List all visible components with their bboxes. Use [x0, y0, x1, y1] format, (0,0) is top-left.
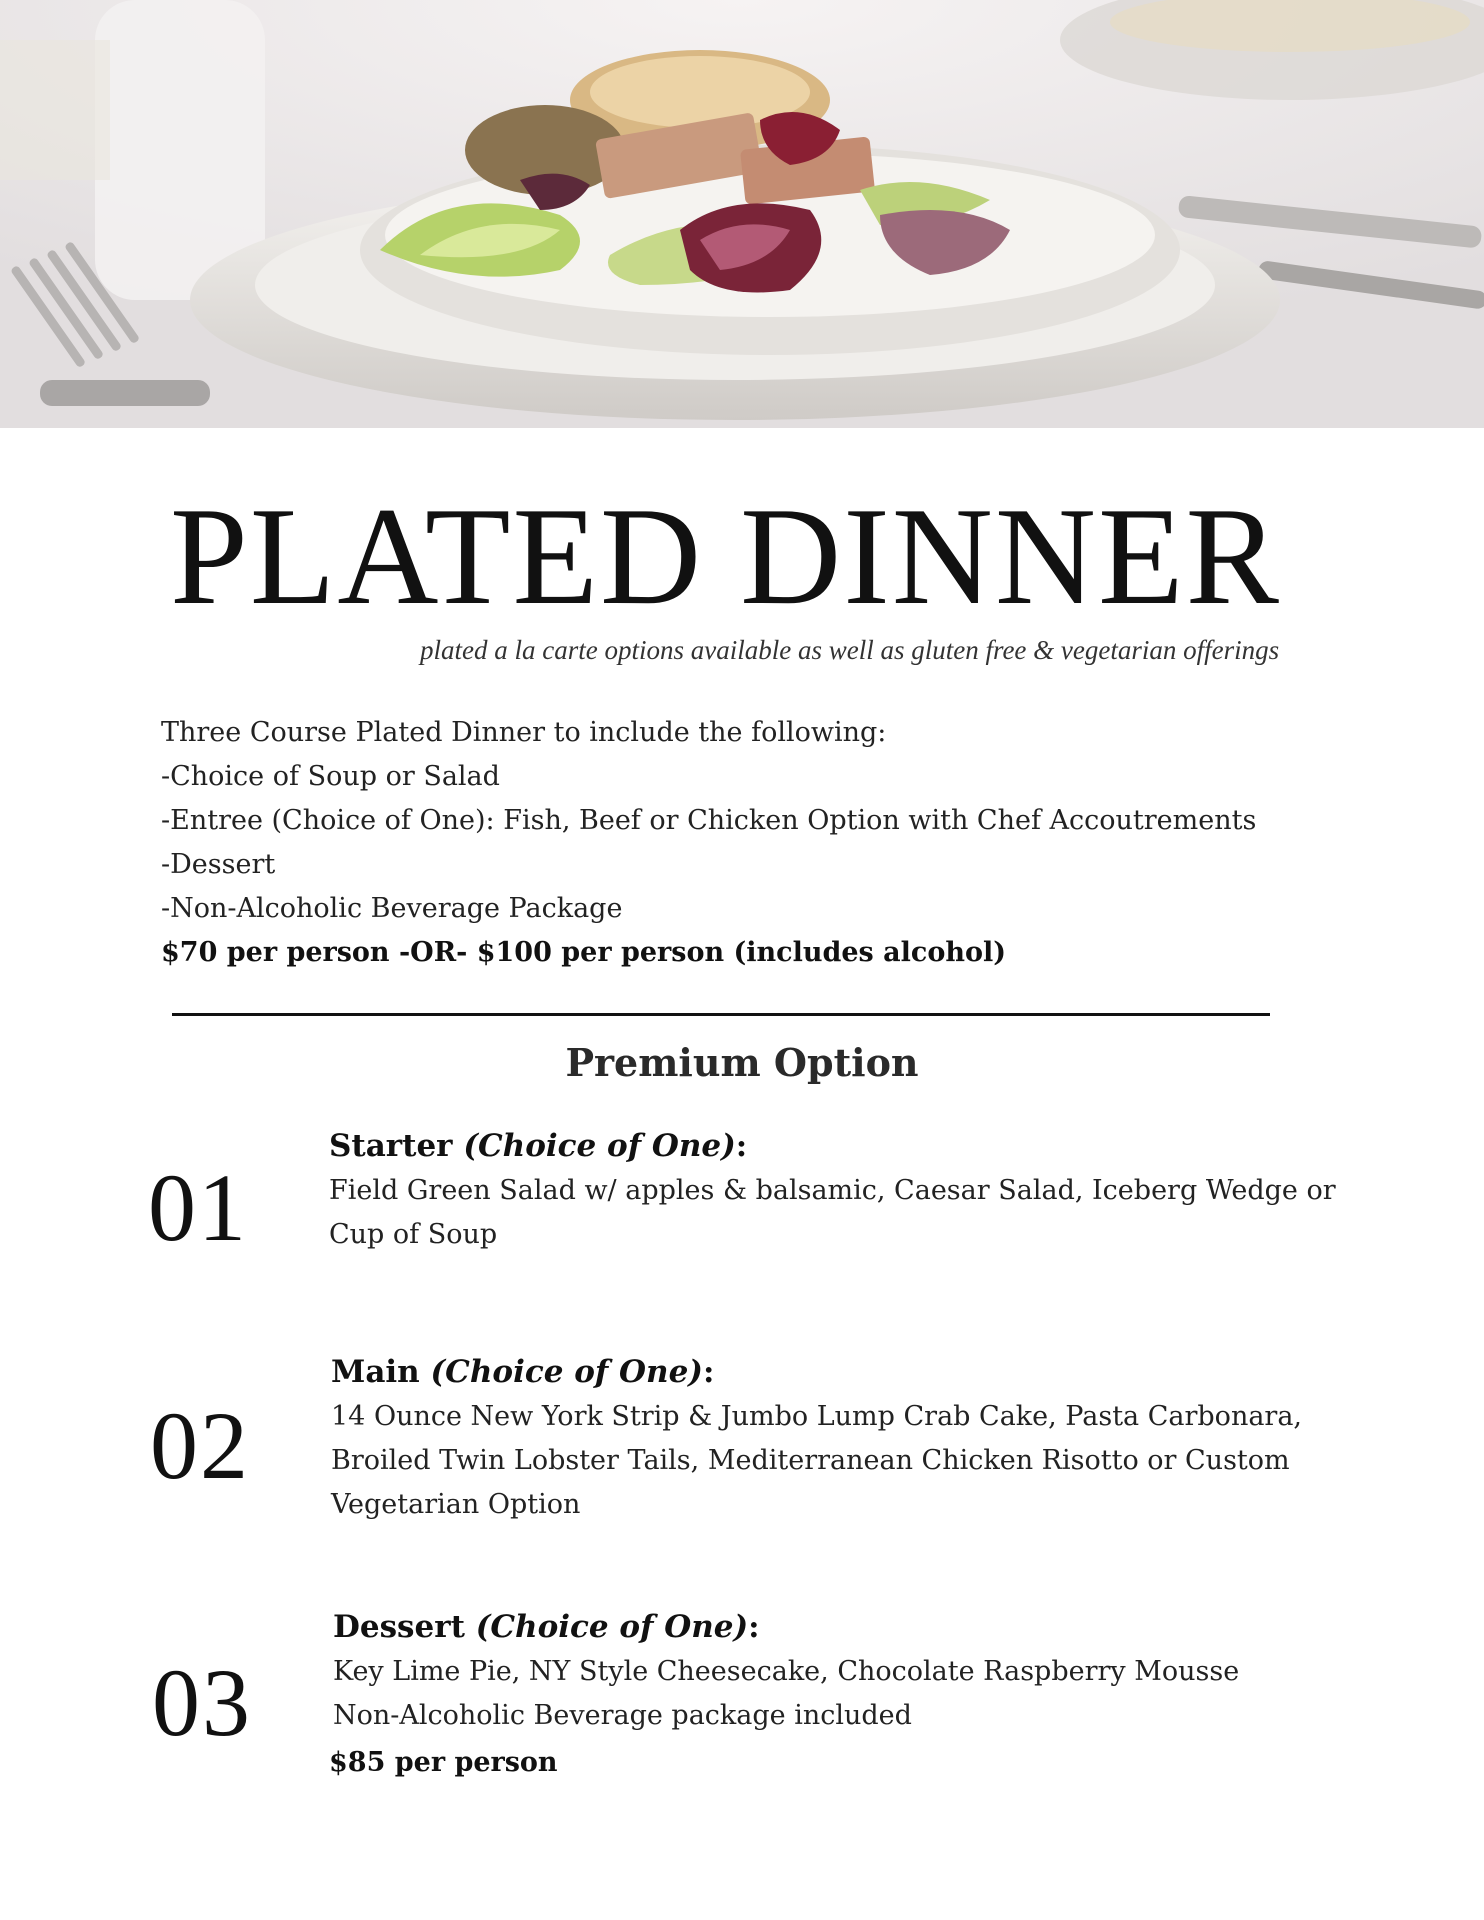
course-choice: (Choice of One) — [475, 1609, 749, 1645]
course-dessert — [333, 1604, 1353, 1738]
course-desc-line: Vegetarian Option — [331, 1489, 581, 1520]
course-number: 01 — [148, 1154, 248, 1261]
course-heading — [331, 1349, 1351, 1395]
course-desc-line: Key Lime Pie, NY Style Cheesecake, Chocolate Raspberry Mousse — [333, 1656, 1240, 1687]
salad-plate-illustration — [0, 0, 1484, 428]
course-choice: (Choice of One) — [463, 1128, 736, 1164]
course-main — [331, 1349, 1351, 1527]
course-description — [329, 1169, 1349, 1257]
intro-line: Three Course Plated Dinner to include the following: — [161, 717, 887, 748]
section-divider — [172, 1013, 1270, 1016]
intro-line: -Non-Alcoholic Beverage Package — [161, 893, 623, 924]
course-colon: : — [702, 1354, 715, 1390]
course-description — [331, 1395, 1351, 1527]
course-desc-line: Cup of Soup — [329, 1219, 498, 1250]
course-number: 02 — [150, 1392, 250, 1499]
course-name: Dessert — [333, 1609, 465, 1645]
course-desc-line: Non-Alcoholic Beverage package included — [333, 1700, 912, 1731]
course-price: $85 per person — [329, 1747, 558, 1778]
course-colon: : — [735, 1128, 748, 1164]
course-starter — [329, 1123, 1349, 1257]
hero-photo — [0, 0, 1484, 428]
course-heading — [333, 1604, 1353, 1650]
intro-line: -Choice of Soup or Salad — [161, 761, 500, 792]
course-number: 03 — [152, 1649, 252, 1756]
intro-line: -Dessert — [161, 849, 276, 880]
premium-title: Premium Option — [565, 1040, 919, 1085]
course-colon: : — [748, 1609, 760, 1645]
course-choice: (Choice of One) — [430, 1354, 703, 1390]
course-name: Main — [331, 1354, 420, 1390]
course-description — [333, 1650, 1353, 1738]
course-heading — [329, 1123, 1349, 1169]
intro-line: -Entree (Choice of One): Fish, Beef or Chicken Option with Chef Accoutrements — [161, 805, 1257, 836]
intro-price: $70 per person -OR- $100 per person (includes alcohol) — [161, 937, 1007, 968]
course-desc-line: Broiled Twin Lobster Tails, Mediterranean Chicken Risotto or Custom — [331, 1445, 1290, 1476]
intro-section — [161, 711, 1361, 975]
course-name: Starter — [329, 1128, 453, 1164]
page-subtitle: plated a la carte options available as well as gluten free & vegetarian offerings — [420, 635, 1280, 665]
page-title: PLATED DINNER — [170, 479, 1281, 634]
course-desc-line: 14 Ounce New York Strip & Jumbo Lump Crab Cake, Pasta Carbonara, — [331, 1401, 1303, 1432]
course-desc-line: Field Green Salad w/ apples & balsamic, Caesar Salad, Iceberg Wedge or — [329, 1175, 1336, 1206]
